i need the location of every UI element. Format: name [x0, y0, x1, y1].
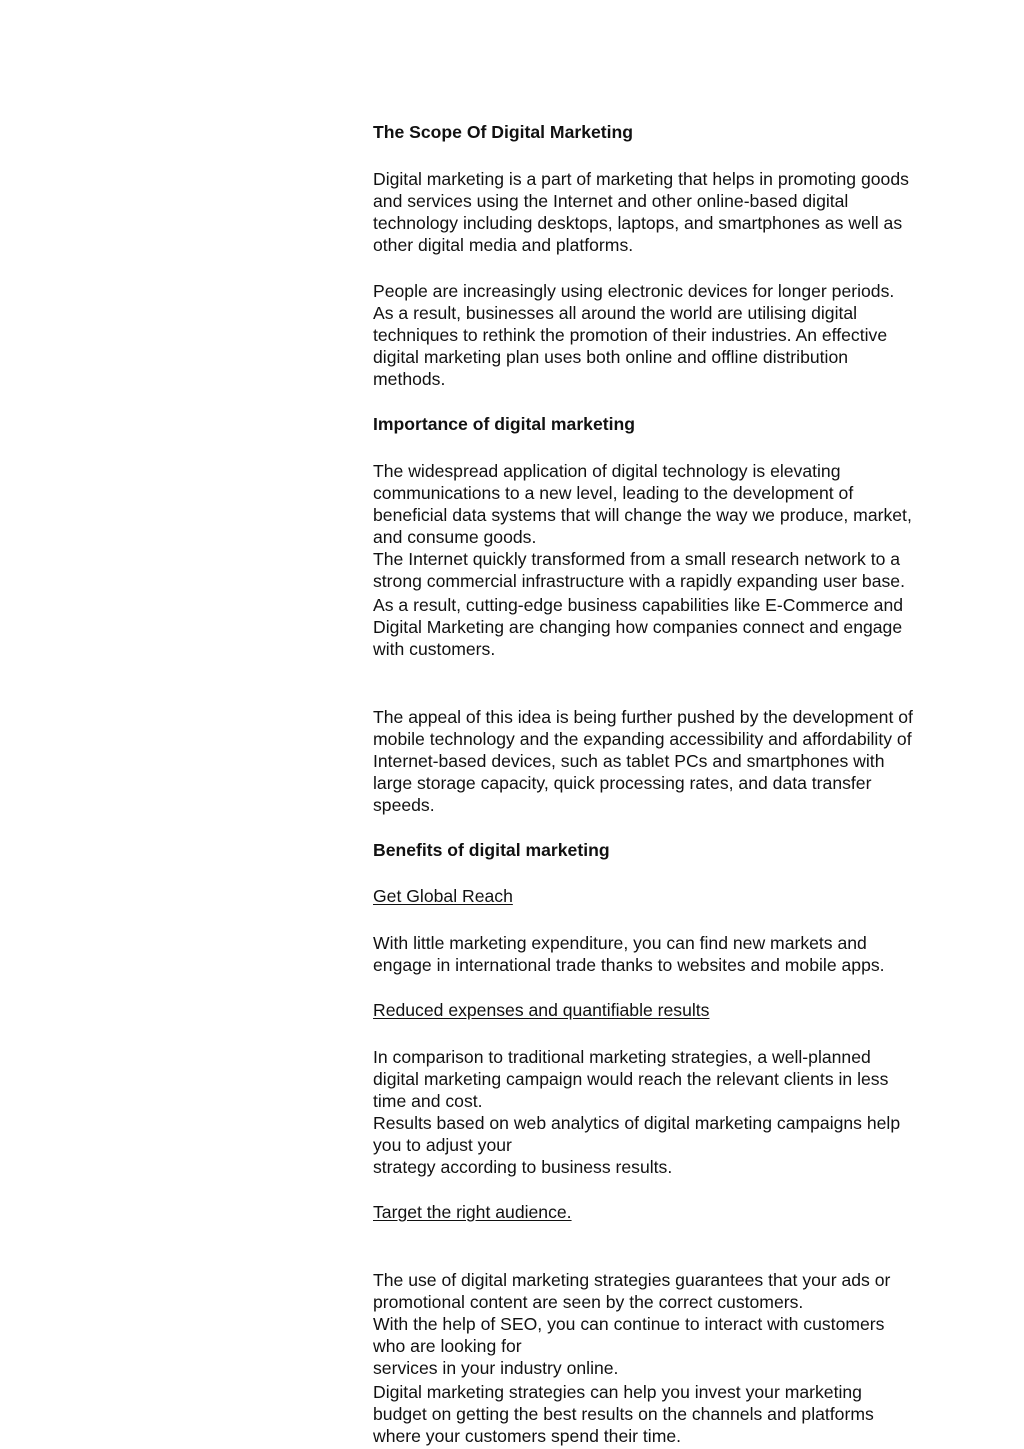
- paragraph: The Internet quickly transformed from a small research network to a strong commercial infrastructure with a rapidly expanding user base.: [373, 549, 905, 591]
- paragraph: People are increasingly using electronic devices for longer periods. As a result, businesses all around the world are utilising digital techniques to rethink the promotion of their industries. An effective digital marketing plan uses both online and offline distribution methods.: [373, 281, 895, 389]
- paragraph: The appeal of this idea is being further pushed by the development of mobile technology and the expanding accessibility and affordability of Internet-based devices, such as tablet PCs and smartphones with large storage capacity, quick processing rates, and data transfer speeds.: [373, 707, 913, 815]
- paragraph: The widespread application of digital technology is elevating communications to a new level, leading to the development of beneficial data systems that will change the way we produce, market, and consume goods.: [373, 461, 912, 547]
- paragraph: As a result, cutting-edge business capabilities like E-Commerce and Digital Marketing are changing how companies connect and engage with customers.: [373, 595, 904, 659]
- paragraph: services in your industry online.: [373, 1358, 619, 1378]
- paragraph: strategy according to business results.: [373, 1157, 673, 1177]
- article-column: [373, 121, 913, 1447]
- paragraph: In comparison to traditional marketing strategies, a well-planned digital marketing campaign would reach the relevant clients in less time and cost.: [373, 1047, 889, 1111]
- paragraph: With little marketing expenditure, you can find new markets and engage in international trade thanks to websites and mobile apps.: [373, 933, 885, 975]
- paragraph: Digital marketing strategies can help you invest your marketing budget on getting the best results on the channels and platforms where your customers spend their time.: [373, 1382, 874, 1446]
- subheading-target-audience: Target the right audience.: [373, 1202, 572, 1222]
- subheading-reduced-expenses: Reduced expenses and quantifiable results: [373, 1000, 710, 1020]
- paragraph: Results based on web analytics of digital marketing campaigns help you to adjust your: [373, 1113, 901, 1155]
- paragraph: Digital marketing is a part of marketing that helps in promoting goods and services using the Internet and other online-based digital technology including desktops, laptops, and smartphones as well as other digital media and platforms.: [373, 169, 909, 255]
- paragraph: With the help of SEO, you can continue to interact with customers who are looking for: [373, 1314, 885, 1356]
- subheading-global-reach: Get Global Reach: [373, 886, 513, 906]
- section-heading-importance: Importance of digital marketing: [373, 414, 635, 434]
- paragraph: The use of digital marketing strategies guarantees that your ads or promotional content are seen by the correct customers.: [373, 1270, 891, 1312]
- section-heading-benefits: Benefits of digital marketing: [373, 840, 610, 860]
- section-heading-scope: The Scope Of Digital Marketing: [373, 122, 634, 142]
